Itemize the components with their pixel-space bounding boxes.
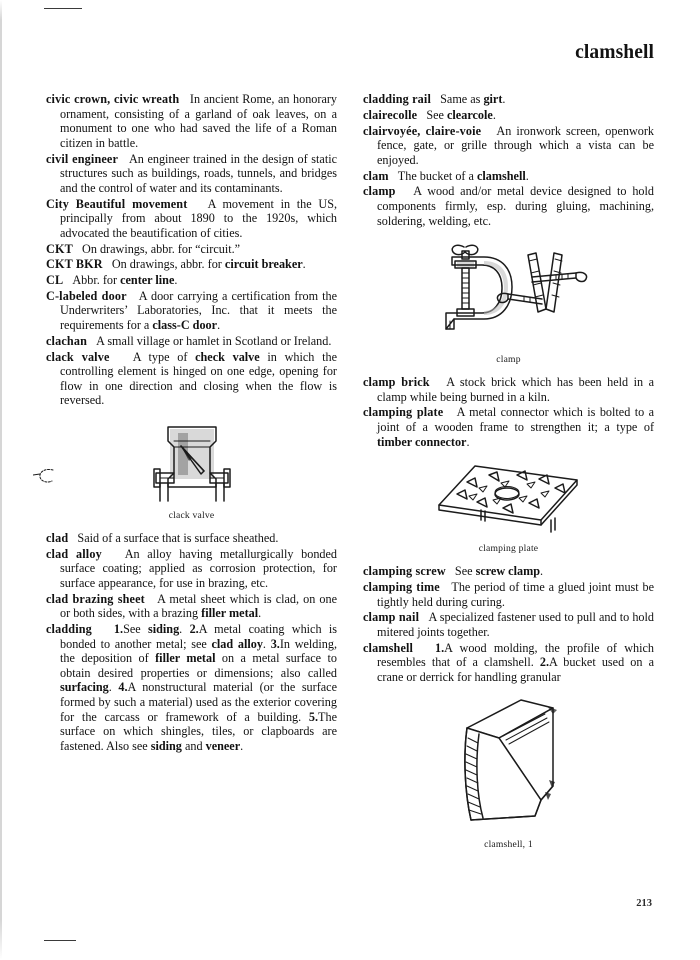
- scan-registration-mark-top: [44, 8, 82, 9]
- definition: A stock brick which has been held in a clamp while being burned in a kiln.: [377, 375, 655, 404]
- definition: An engineer trained in the design of static structures such as buildings, roads, tunnels, and bridges and the control of water and its contaminants.: [60, 151, 338, 195]
- headword: clad alloy: [46, 546, 102, 561]
- definition: A wood and/or metal device designed to hold components firmly, esp. during gluing, machining, soldering, welding, etc.: [377, 184, 654, 228]
- entry-ckt-bkr: [46, 257, 337, 272]
- left-column: [46, 92, 337, 860]
- entry-clairecolle: [363, 108, 654, 123]
- clamp-illustration: [424, 237, 594, 349]
- definition: An ironwork screen, openwork fence, gate, or grille through which a vista can be enjoyed.: [377, 123, 655, 167]
- headword: clad: [46, 530, 69, 545]
- headword: clamping time: [363, 580, 440, 595]
- sense-text: The surface on which shingles, tiles, or clapboards are fastened. Also see: [60, 709, 337, 753]
- definition-tail: .: [492, 107, 496, 122]
- clamshell-figure: [363, 694, 654, 850]
- cross-reference: surfacing: [60, 680, 109, 695]
- cross-reference: clad alloy: [211, 636, 263, 651]
- headword: clairecolle: [363, 107, 418, 122]
- headword: clamping plate: [363, 405, 444, 420]
- right-column: [363, 92, 654, 860]
- cross-reference: clearcole: [447, 107, 493, 122]
- headword: clairvoyée, claire-voie: [363, 123, 482, 138]
- definition: A metal connector which is bolted to a joint of a wooden frame to strengthen it; a type of: [377, 405, 655, 435]
- sense-text: In welding, the deposition of: [60, 636, 338, 666]
- definition: A type of: [132, 349, 196, 364]
- definition-tail: in which the controlling element is hinged on one edge, opening for flow in one direction and closing when the flow is reversed.: [60, 349, 338, 408]
- clamping-plate-illustration: [431, 458, 587, 538]
- entry-clamshell: [363, 641, 654, 685]
- headword: clam: [363, 168, 389, 183]
- entry-clamp-nail: [363, 610, 654, 639]
- headword: civic crown, civic wreath: [46, 92, 180, 106]
- entry-civil-engineer: [46, 152, 337, 196]
- entry-clachan: [46, 334, 337, 349]
- sense-number: 4.: [118, 680, 128, 695]
- cross-reference: check valve: [195, 349, 260, 364]
- definition: A movement in the US, principally from about 1890 to the 1920s, which advocated the beautification of cities.: [60, 196, 338, 240]
- definition-tail: .: [540, 564, 544, 579]
- definition: In ancient Rome, an honorary ornament, consisting of a garland of oak leaves, on a monument to one who had saved the life of a Roman citizen in battle.: [60, 92, 338, 150]
- running-head: clamshell: [575, 42, 654, 63]
- definition: A small village or hamlet in Scotland or Ireland.: [96, 333, 332, 348]
- definition: See: [426, 107, 448, 122]
- entry-city-beautiful-movement: [46, 197, 337, 241]
- page-number: 213: [636, 898, 652, 909]
- headword: clamshell: [363, 640, 414, 655]
- sense-text: .: [262, 636, 271, 651]
- cross-reference: girt: [483, 92, 503, 106]
- sense-text: .: [108, 680, 119, 695]
- headword: C-labeled door: [46, 288, 127, 303]
- definition: A door carrying a certification from the Underwriters’ Laboratories, Inc. that it meets the requirements for a: [60, 288, 338, 333]
- cross-reference: filler metal: [155, 651, 216, 666]
- sense-number: 1.: [113, 622, 124, 637]
- sense-text: A nonstructural material (or the surface formed by such a material) used as the exterior covering for the carcass or framework of a building.: [60, 680, 337, 724]
- sense-number: 3.: [270, 636, 280, 651]
- clamp-figure: [363, 237, 654, 365]
- clack-valve-illustration: [144, 417, 240, 505]
- entry-cladding-rail: [363, 92, 654, 107]
- definition: A metal sheet which is clad, on one or both sides, with a brazing: [60, 591, 338, 621]
- scan-edge-artifact: [0, 0, 2, 960]
- headword: cladding rail: [363, 92, 431, 106]
- entry-clamping-plate: [363, 405, 654, 449]
- definition: A specialized fastener used to pull and to hold mitered joints together.: [377, 610, 655, 639]
- definition: On drawings, abbr. for “circuit.”: [82, 241, 241, 256]
- entry-clamping-screw: [363, 564, 654, 579]
- sense-number: 5.: [308, 709, 319, 724]
- headword: clamp: [363, 184, 396, 199]
- headword: CKT: [46, 241, 73, 256]
- entry-civic-crown: [46, 92, 337, 150]
- sense-text: A metal coating which is bonded to another metal; see: [60, 622, 338, 651]
- headword: CL: [46, 273, 64, 288]
- definition: The bucket of a: [397, 168, 477, 183]
- clack-valve-figure: [46, 417, 337, 521]
- definition: Said of a surface that is surface sheathed.: [77, 530, 279, 545]
- entry-clack-valve: [46, 350, 337, 408]
- entry-clamping-time: [363, 580, 654, 609]
- figure-caption: clack valve: [168, 509, 215, 521]
- cross-reference: filler metal: [201, 606, 259, 621]
- cross-reference: siding: [150, 738, 182, 753]
- cross-reference: timber connector: [377, 434, 467, 449]
- clamping-plate-figure: [363, 458, 654, 554]
- clamshell-illustration: [449, 694, 569, 834]
- headword: civil engineer: [46, 151, 119, 166]
- headword: CKT BKR: [46, 257, 103, 272]
- entry-clamp: [363, 184, 654, 228]
- definition-tail: .: [302, 257, 306, 272]
- figure-caption: clamp: [496, 354, 521, 366]
- definition: See: [454, 564, 476, 579]
- headword: clamping screw: [363, 564, 446, 579]
- cross-reference: circuit breaker: [224, 257, 303, 272]
- scan-registration-mark-bottom: [44, 940, 76, 941]
- definition-tail: .: [174, 273, 178, 288]
- definition-tail: .: [502, 92, 506, 106]
- entry-ckt: [46, 242, 337, 257]
- headword: clamp nail: [363, 610, 420, 625]
- entry-clam: [363, 169, 654, 184]
- sense-number: 1.: [434, 640, 445, 655]
- entry-cl: [46, 273, 337, 288]
- cross-reference: veneer: [205, 738, 241, 753]
- sense-text: .: [179, 622, 190, 637]
- definition: An alloy having metallurgically bonded surface coating; applied as corrosion protection, for surface appearance, for use in brazing, etc.: [60, 546, 338, 590]
- definition-tail: .: [217, 318, 221, 333]
- entry-clad-brazing-sheet: [46, 592, 337, 621]
- headword: clamp brick: [363, 375, 430, 390]
- sense-text: .: [240, 738, 244, 753]
- headword: cladding: [46, 622, 92, 637]
- headword: clad brazing sheet: [46, 591, 145, 606]
- entry-clairvoyee: [363, 124, 654, 168]
- sense-text: A wood molding, the profile of which resembles that of a clamshell.: [377, 640, 655, 670]
- cross-reference: center line: [120, 273, 175, 288]
- headword: clachan: [46, 333, 87, 348]
- body-columns: [46, 92, 654, 860]
- sense-number: 2.: [189, 622, 199, 637]
- entry-c-labeled-door: [46, 289, 337, 333]
- sense-text: on a metal surface to obtain desired properties or dimensions; also called: [60, 651, 337, 680]
- definition: Abbr. for: [72, 273, 121, 288]
- entry-clad: [46, 531, 337, 546]
- definition: The period of time a glued joint must be tightly held during curing.: [377, 580, 655, 609]
- sense-text: A bucket used on a crane or derrick for handling granular: [377, 655, 654, 684]
- figure-caption: clamshell, 1: [484, 838, 533, 850]
- entry-clad-alloy: [46, 547, 337, 591]
- definition-tail: .: [258, 606, 262, 621]
- entry-clamp-brick: [363, 375, 654, 404]
- definition-tail: .: [525, 168, 529, 183]
- sense-text: and: [181, 738, 206, 753]
- headword: clack valve: [46, 349, 110, 364]
- sense-number: 2.: [539, 655, 549, 670]
- definition: Same as: [440, 92, 484, 106]
- sense-text: See: [123, 622, 148, 637]
- cross-reference: clamshell: [476, 168, 526, 183]
- entry-cladding: [46, 622, 337, 753]
- definition: On drawings, abbr. for: [111, 257, 225, 272]
- cross-reference: class-C door: [152, 318, 218, 333]
- figure-caption: clamping plate: [478, 543, 539, 555]
- cross-reference: siding: [148, 622, 180, 637]
- definition-tail: .: [466, 434, 470, 449]
- cross-reference: screw clamp: [475, 564, 540, 579]
- headword: City Beautiful movement: [46, 196, 188, 211]
